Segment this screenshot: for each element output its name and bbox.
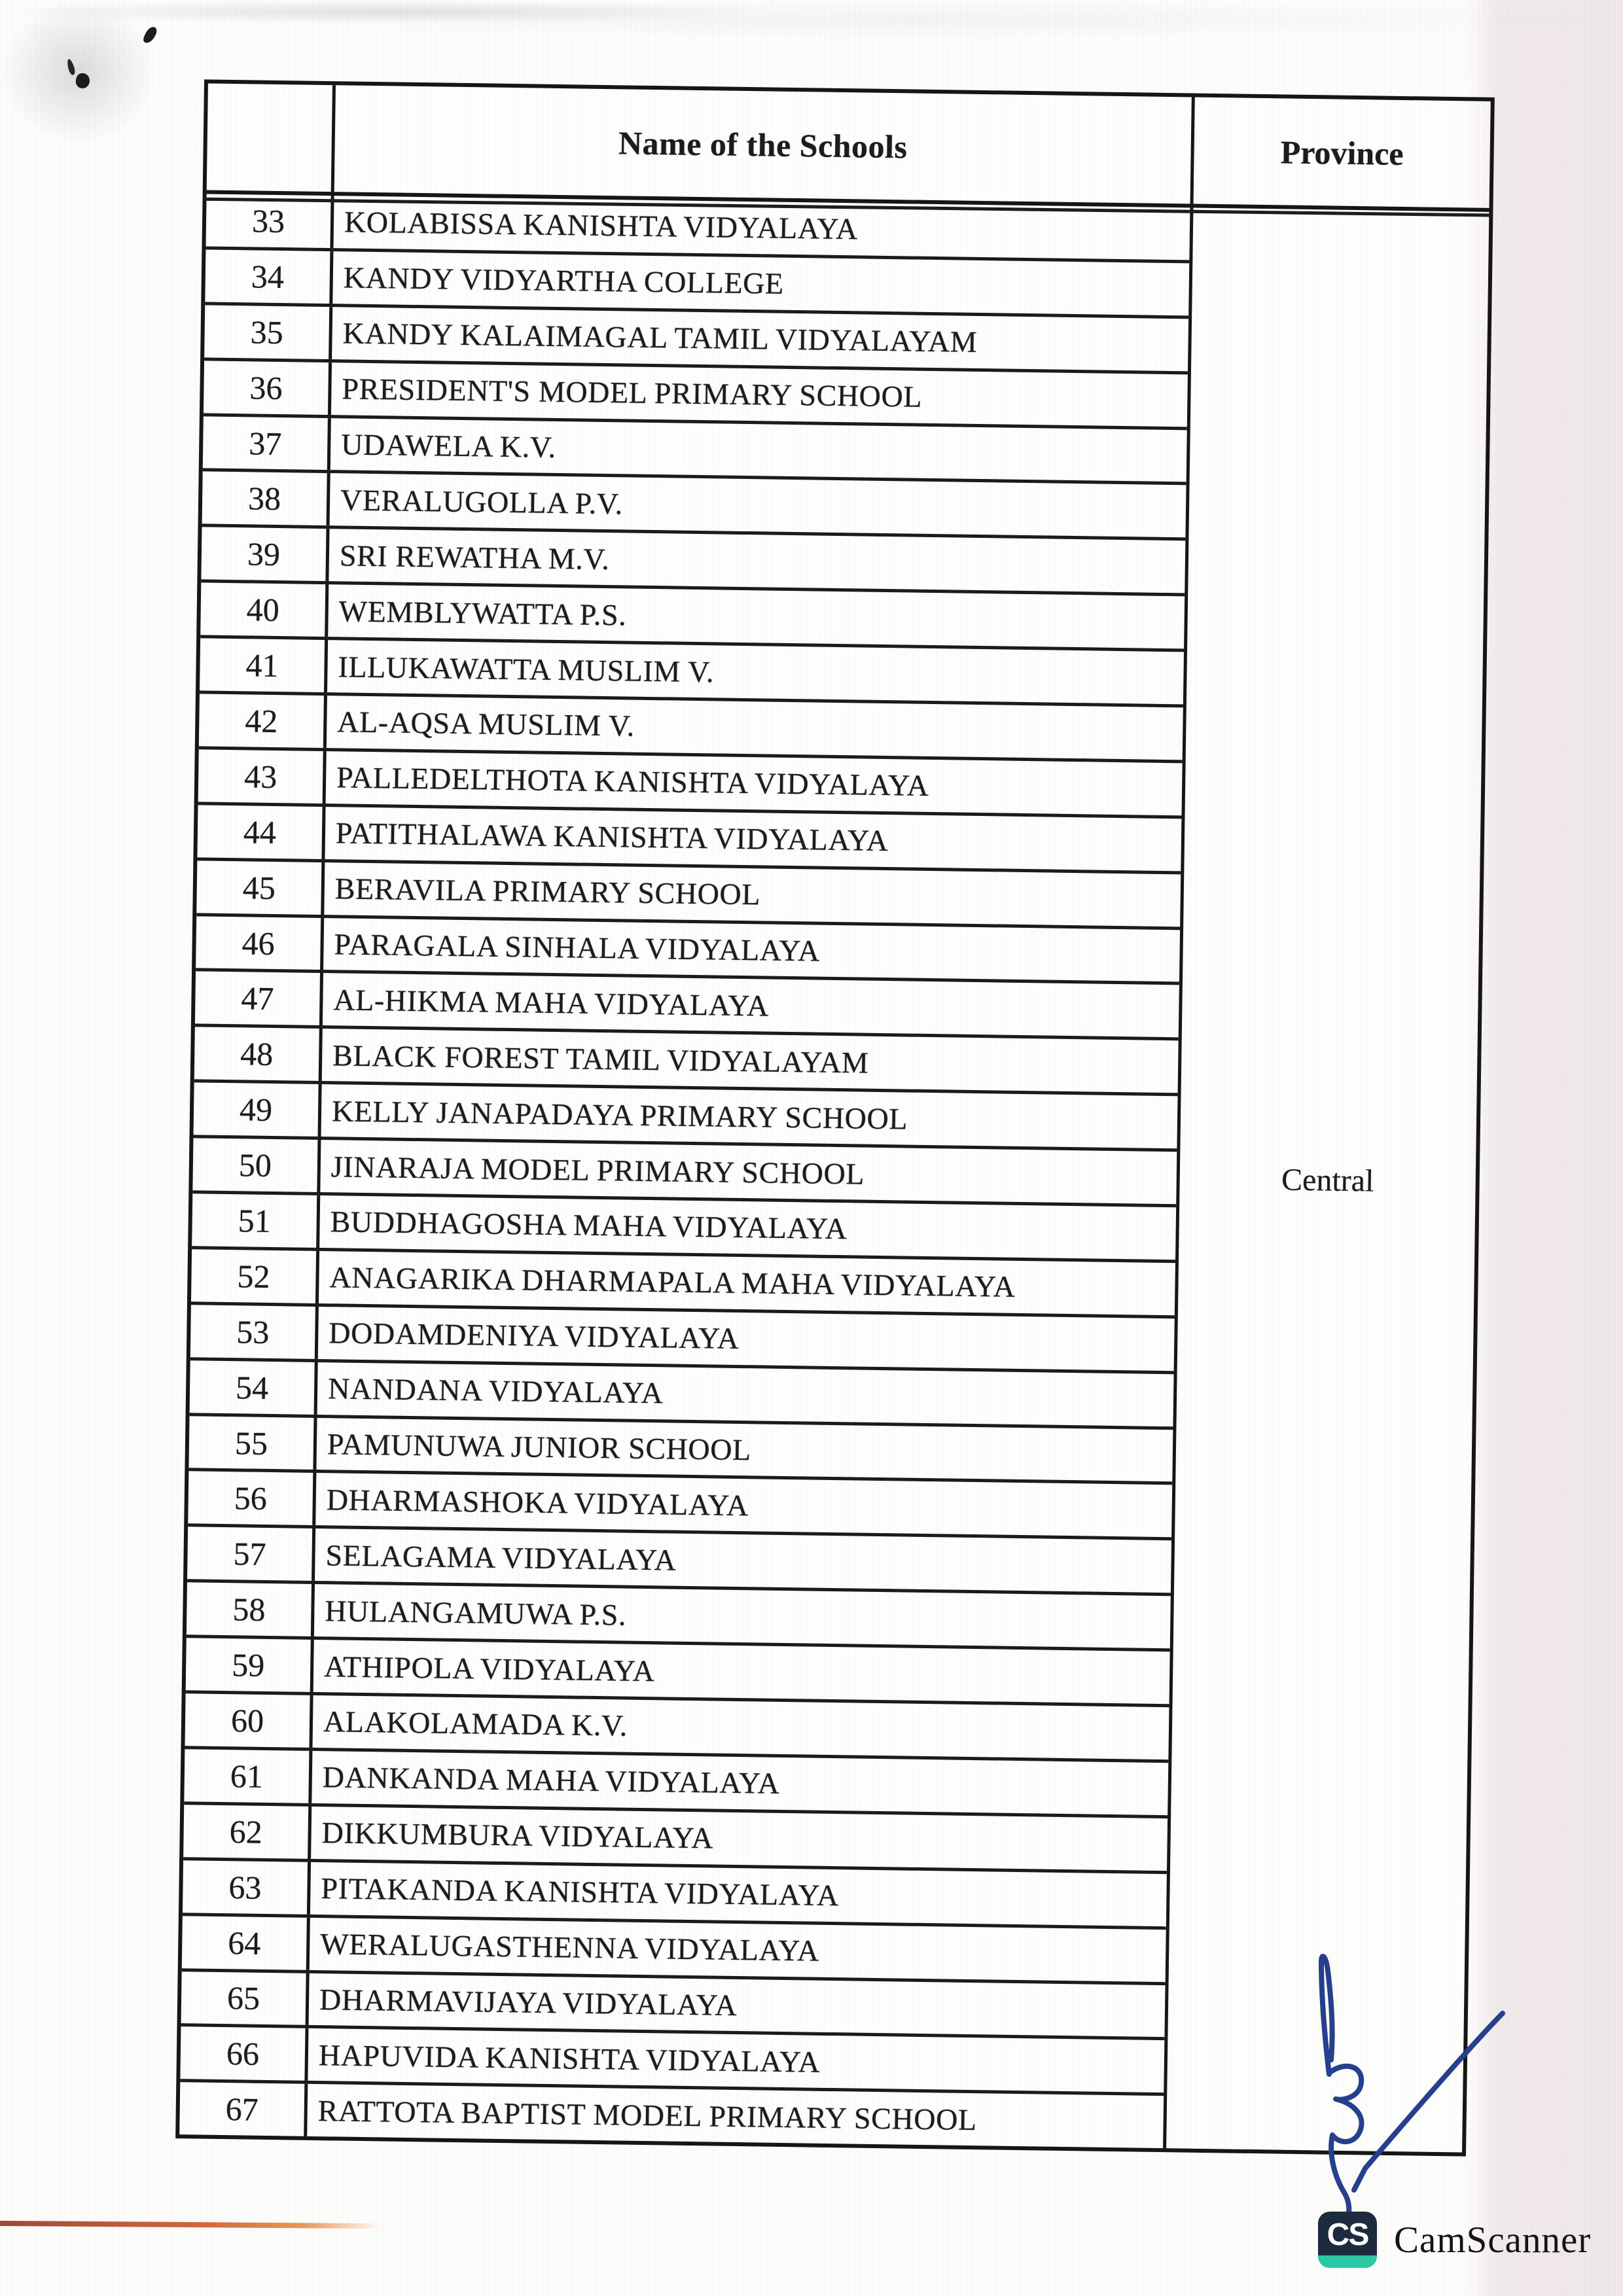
row-number: 47 <box>195 972 323 1026</box>
row-number: 51 <box>192 1193 320 1248</box>
row-number: 66 <box>180 2027 308 2081</box>
ink-mark-icon <box>75 72 90 89</box>
school-name: BUDDHAGOSHA MAHA VIDYALAYA <box>330 1205 848 1246</box>
logo-teal-strip <box>1318 2255 1377 2268</box>
row-number: 54 <box>190 1360 318 1415</box>
table-body <box>179 194 1489 2152</box>
row-number: 53 <box>190 1305 319 1359</box>
camscanner-brand-text: CamScanner <box>1394 2219 1592 2261</box>
school-name: PALLEDELTHOTA KANISHTA VIDYALAYA <box>336 760 929 803</box>
school-name: DODAMDENIYA VIDYALAYA <box>328 1316 740 1356</box>
logo-initials: CS <box>1327 2217 1368 2252</box>
school-name: HAPUVIDA KANISHTA VIDYALAYA <box>318 2038 821 2079</box>
school-name: KOLABISSA KANISHTA VIDYALAYA <box>344 205 859 246</box>
school-name: SELAGAMA VIDYALAYA <box>325 1538 677 1577</box>
school-name: RATTOTA BAPTIST MODEL PRIMARY SCHOOL <box>317 2093 978 2136</box>
school-name: DIKKUMBURA VIDYALAYA <box>321 1816 714 1855</box>
school-name: SRI REWATHA M.V. <box>339 539 610 576</box>
table-header-row <box>207 83 1491 211</box>
row-number: 45 <box>196 860 325 915</box>
school-name: UDAWELA K.V. <box>340 427 557 464</box>
school-name: ANAGARIKA DHARMAPALA MAHA VIDYALAYA <box>329 1260 1016 1304</box>
row-number: 67 <box>179 2082 308 2136</box>
province-merged-cell: Central <box>1163 207 1489 2152</box>
school-name: PAMUNUWA JUNIOR SCHOOL <box>327 1427 752 1467</box>
row-number: 46 <box>196 916 324 970</box>
row-number: 64 <box>182 1916 310 1970</box>
row-number: 36 <box>204 361 332 415</box>
school-name: BLACK FOREST TAMIL VIDYALAYAM <box>332 1038 869 1080</box>
schools-table <box>175 79 1495 2156</box>
header-school-name: Name of the Schools <box>618 124 908 165</box>
school-name: DHARMASHOKA VIDYALAYA <box>326 1483 749 1523</box>
row-number: 59 <box>186 1638 314 1692</box>
row-number: 52 <box>191 1249 319 1303</box>
ink-mark-icon <box>142 25 158 45</box>
row-number: 63 <box>183 1860 311 1915</box>
school-name: KANDY KALAIMAGAL TAMIL VIDYALAYAM <box>342 316 978 359</box>
camscanner-watermark <box>1318 2212 1591 2268</box>
row-number: 37 <box>203 416 331 470</box>
school-name: JINARAJA MODEL PRIMARY SCHOOL <box>330 1149 865 1191</box>
school-name: AL-HIKMA MAHA VIDYALAYA <box>333 983 770 1023</box>
row-number: 48 <box>194 1027 323 1082</box>
school-name: NANDANA VIDYALAYA <box>327 1371 664 1410</box>
row-number: 33 <box>206 194 334 248</box>
row-number: 56 <box>188 1472 316 1526</box>
row-number: 40 <box>200 583 329 637</box>
row-number: 55 <box>188 1416 317 1470</box>
row-number: 42 <box>199 694 327 748</box>
school-name: PATITHALAWA KANISHTA VIDYALAYA <box>335 816 889 858</box>
row-number: 58 <box>187 1583 315 1637</box>
school-name: KELLY JANAPADAYA PRIMARY SCHOOL <box>331 1093 908 1136</box>
school-name: DHARMAVIJAYA VIDYALAYA <box>319 1983 738 2022</box>
row-number: 38 <box>202 472 330 526</box>
school-name: VERALUGOLLA P.V. <box>340 483 624 521</box>
school-name: BERAVILA PRIMARY SCHOOL <box>334 872 761 911</box>
header-number-cell <box>207 83 336 192</box>
row-number: 61 <box>184 1749 312 1803</box>
school-name: WERALUGASTHENNA VIDYALAYA <box>319 1927 820 1968</box>
school-name: DANKANDA MAHA VIDYALAYA <box>322 1760 780 1801</box>
school-name: ILLUKAWATTA MUSLIM V. <box>338 649 715 688</box>
row-number: 49 <box>194 1083 322 1137</box>
school-name: HULANGAMUWA P.S. <box>325 1593 627 1632</box>
row-number: 44 <box>197 805 325 859</box>
scan-artifact-line <box>0 2221 381 2229</box>
school-name: PITAKANDA KANISHTA VIDYALAYA <box>321 1871 840 1913</box>
row-number: 57 <box>187 1527 315 1581</box>
ink-mark-icon <box>66 58 77 76</box>
school-name: PRESIDENT'S MODEL PRIMARY SCHOOL <box>342 372 923 414</box>
row-number: 62 <box>183 1805 312 1859</box>
camscanner-logo-icon <box>1318 2212 1377 2268</box>
row-number: 50 <box>192 1138 321 1192</box>
school-name: ALAKOLAMADA K.V. <box>323 1704 628 1743</box>
row-number: 41 <box>200 639 328 693</box>
handwritten-signature <box>1211 1924 1577 2238</box>
school-name: ATHIPOLA VIDYALAYA <box>323 1649 655 1687</box>
row-number: 60 <box>185 1693 313 1748</box>
school-name: PARAGALA SINHALA VIDYALAYA <box>334 927 821 968</box>
table-rows <box>179 194 1190 2148</box>
school-name: AL-AQSA MUSLIM V. <box>337 705 635 743</box>
school-name: WEMBLYWATTA P.S. <box>338 594 627 632</box>
school-name: KANDY VIDYARTHA COLLEGE <box>343 260 785 301</box>
row-number: 43 <box>198 749 327 804</box>
row-number: 39 <box>201 527 329 582</box>
row-number: 35 <box>204 305 332 359</box>
row-number: 34 <box>205 249 333 304</box>
header-province: Province <box>1190 97 1491 207</box>
row-number: 65 <box>181 1971 310 2026</box>
